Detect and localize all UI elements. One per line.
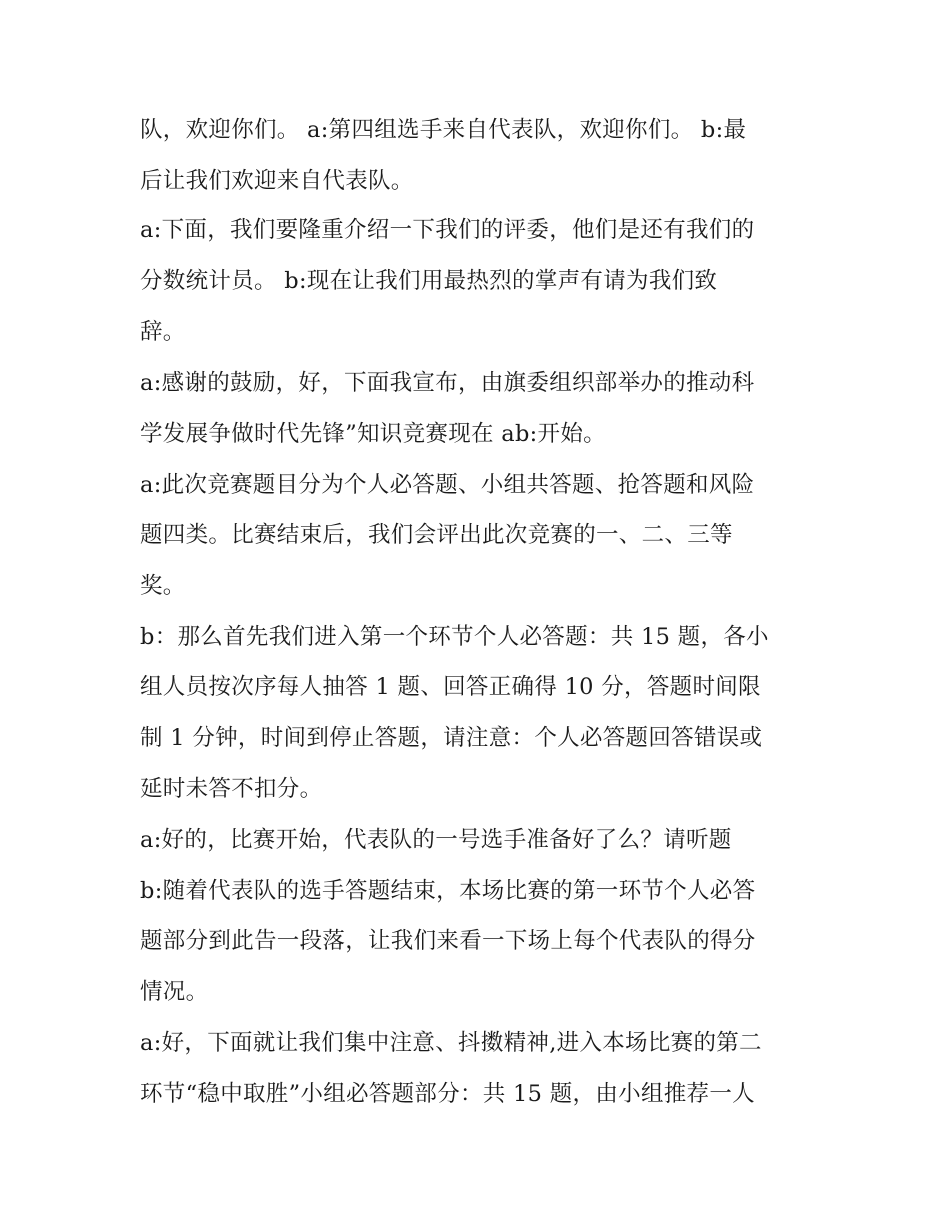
text-line: a:好的，比赛开始，代表队的一号选手准备好了么？请听题 xyxy=(140,827,732,853)
text-line: 环节“稳中取胜”小组必答题部分：共 15 题，由小组推荐一人 xyxy=(140,1081,755,1107)
text-line: 奖。 xyxy=(140,573,186,599)
text-line: 制 1 分钟，时间到停止答题，请注意：个人必答题回答错误或 xyxy=(140,725,763,751)
text-line: a:好，下面就让我们集中注意、抖擞精神,进入本场比赛的第二 xyxy=(140,1030,762,1056)
text-line: 题部分到此告一段落，让我们来看一下场上每个代表队的得分 xyxy=(140,928,756,954)
text-line: 情况。 xyxy=(140,979,209,1005)
text-line: 队，欢迎你们。 a:第四组选手来自代表队，欢迎你们。 b:最 xyxy=(140,117,747,143)
text-line: 辞。 xyxy=(140,319,186,345)
text-line: 分数统计员。 b:现在让我们用最热烈的掌声有请为我们致 xyxy=(140,268,718,294)
text-line: 题四类。比赛结束后，我们会评出此次竞赛的一、二、三等 xyxy=(140,522,733,548)
text-line: 后让我们欢迎来自代表队。 xyxy=(140,168,414,194)
text-line: 延时未答不扣分。 xyxy=(140,776,323,802)
text-line: 学发展争做时代先锋”知识竞赛现在 ab:开始。 xyxy=(140,421,606,447)
text-line: a:下面，我们要隆重介绍一下我们的评委，他们是还有我们的 xyxy=(140,217,755,243)
text-line: a:此次竞赛题目分为个人必答题、小组共答题、抢答题和风险 xyxy=(140,472,755,498)
text-line: 组人员按次序每人抽答 1 题、回答正确得 10 分，答题时间限 xyxy=(140,674,761,700)
text-line: b：那么首先我们进入第一个环节个人必答题：共 15 题，各小 xyxy=(140,624,769,650)
text-line: a:感谢的鼓励，好，下面我宣布，由旗委组织部举办的推动科 xyxy=(140,370,755,396)
text-line: b:随着代表队的选手答题结束，本场比赛的第一环节个人必答 xyxy=(140,878,756,904)
